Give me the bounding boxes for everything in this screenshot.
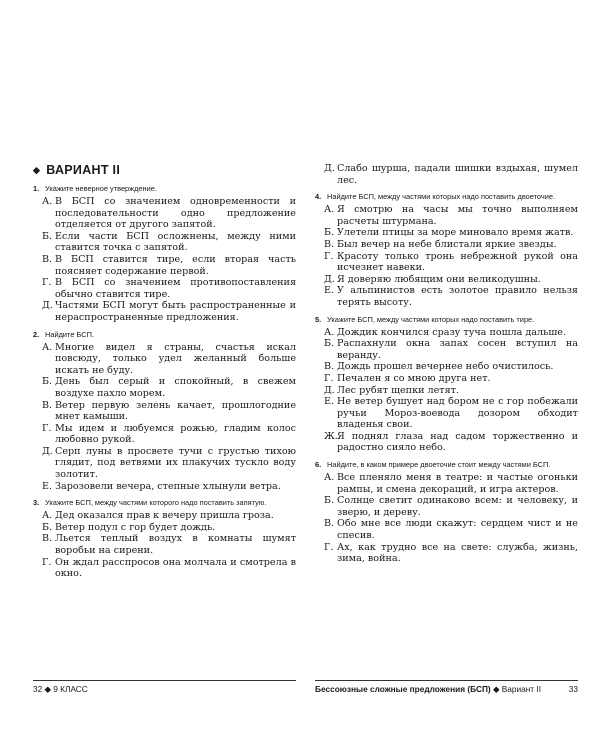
answer-option <box>315 385 578 397</box>
answer-option <box>33 254 296 277</box>
answer-option <box>315 274 578 286</box>
option-text: Распахнули окна запах сосен вступил на веранду. <box>337 338 578 361</box>
option-letter: Г. <box>324 372 334 384</box>
variant-title: ◆ ВАРИАНТ II <box>33 163 121 177</box>
option-text: Дождь прошел вечернее небо очистилось. <box>337 361 554 373</box>
question-number: 4. <box>315 192 322 202</box>
question-header <box>315 192 578 202</box>
diamond-icon: ◆ <box>44 684 51 694</box>
question-header <box>315 315 578 325</box>
option-text: День был серый и спокойный, в свежем воздухе пахло морем. <box>55 376 296 399</box>
option-letter: В. <box>42 253 53 265</box>
answer-option <box>33 533 296 556</box>
answer-option <box>315 327 578 339</box>
question-prompt: Укажите неверное утверждение. <box>45 184 157 193</box>
question-4 <box>315 192 578 308</box>
option-text: Ветер первую зелень качает, прошлогодние мнет камыши. <box>55 399 296 423</box>
answer-option <box>315 163 578 186</box>
answer-option <box>315 518 578 541</box>
option-text: Зарозовели вечера, степные хлынули ветра. <box>55 480 281 492</box>
answer-option <box>33 342 296 377</box>
option-text: Льется теплый воздух в комнаты шумят воробьи на сирени. <box>55 533 296 557</box>
option-letter: Е. <box>324 396 335 408</box>
answer-option <box>33 277 296 300</box>
option-letter: А. <box>42 510 53 522</box>
option-text: Был вечер на небе блистали яркие звезды. <box>337 238 557 250</box>
answer-option <box>33 376 296 399</box>
option-letter: В. <box>324 238 335 250</box>
question-prompt: Найдите БСП. <box>45 329 94 339</box>
question-header <box>33 330 296 340</box>
option-letter: Д. <box>324 273 335 285</box>
left-page <box>33 163 296 586</box>
option-text: Солнце светит одинаково всем: и человеку, и зверю, и дереву. <box>337 495 578 518</box>
question-header <box>315 460 578 470</box>
option-text: Дождик кончился сразу туча пошла дальше. <box>337 326 566 338</box>
option-text: В БСП со значением противопоставления обычно ставится тире. <box>55 277 296 300</box>
option-text: Печален я со мною друга нет. <box>337 372 491 384</box>
diamond-icon: ◆ <box>33 165 41 175</box>
diamond-icon: ◆ <box>493 684 500 694</box>
answer-option <box>315 227 578 239</box>
answer-option <box>315 431 578 454</box>
answer-option <box>315 373 578 385</box>
option-letter: В. <box>324 361 335 373</box>
option-text: В БСП со значением одновременности и последовательности одно предложение отделяется от другого запятой. <box>55 196 296 231</box>
option-letter: А. <box>324 204 335 216</box>
question-number: 3. <box>33 498 40 508</box>
option-text: Обо мне все люди скажут: сердцем чист и не спесив. <box>337 518 578 542</box>
option-text: Слабо шурша, падали шишки вздыхая, шумел лес. <box>337 163 578 186</box>
question-prompt: Укажите БСП, между частями которых надо поставить тире. <box>327 314 535 324</box>
option-letter: Г. <box>42 422 52 434</box>
question-3-continuation <box>315 163 578 186</box>
option-letter: В. <box>42 533 53 545</box>
option-letter: Б. <box>324 338 335 350</box>
answer-option <box>33 481 296 493</box>
answer-option <box>33 446 296 481</box>
footer-title: Бессоюзные сложные предложения (БСП) <box>315 684 491 694</box>
option-letter: А. <box>42 196 53 207</box>
option-letter: Е. <box>324 285 335 297</box>
option-letter: Б. <box>42 230 53 242</box>
option-text: Я доверяю любящим они великодушны. <box>337 273 541 285</box>
answer-option <box>33 510 296 522</box>
question-prompt: Найдите, в каком примере двоеточие стоит между частями БСП. <box>327 460 551 470</box>
answer-option <box>33 522 296 534</box>
option-text: Если части БСП осложнены, между ними ставится точка с запятой. <box>55 230 296 254</box>
option-letter: Г. <box>324 250 334 262</box>
answer-option <box>315 251 578 274</box>
option-letter: А. <box>324 326 335 338</box>
question-number: 6. <box>315 460 322 470</box>
option-letter: Д. <box>42 445 53 457</box>
answer-option <box>315 239 578 251</box>
option-letter: Д. <box>324 163 335 174</box>
question-header <box>33 184 296 194</box>
answer-option <box>315 361 578 373</box>
answer-option <box>33 231 296 254</box>
answer-option <box>33 557 296 580</box>
answer-option <box>33 423 296 446</box>
page-number: 32 <box>33 684 43 694</box>
question-3 <box>33 498 296 580</box>
option-letter: Б. <box>42 521 53 533</box>
question-5 <box>315 315 578 455</box>
option-text: У альпинистов есть золотое правило нельзя терять высоту. <box>337 285 578 308</box>
option-letter: Г. <box>324 541 334 553</box>
answer-option <box>33 196 296 231</box>
option-text: Серп луны в просвете тучи с грустью тихою глядит, под ветвями их плакучих тускло воду золотит. <box>55 445 296 481</box>
answer-option <box>315 542 578 565</box>
answer-option <box>33 300 296 323</box>
option-text: Все пленяло меня в театре: и частые огоньки рампы, и смена декораций, и игра актеров. <box>337 472 578 495</box>
option-text: Красоту только тронь небрежной рукой она исчезнет навеки. <box>337 250 578 274</box>
answer-option <box>315 204 578 227</box>
question-6 <box>315 460 578 565</box>
option-letter: Б. <box>324 495 335 507</box>
option-text: В БСП ставится тире, если вторая часть поясняет содержание первой. <box>55 253 296 277</box>
footer-variant: Вариант II <box>501 684 542 694</box>
option-text: Я смотрю на часы мы точно выполняем расчеты штурмана. <box>337 204 578 227</box>
answer-option <box>315 285 578 308</box>
option-text: Я поднял глаза над садом торжественно и радостно сияло небо. <box>337 430 578 454</box>
question-2 <box>33 330 296 493</box>
option-text: Ах, как трудно все на свете: служба, жизнь, зима, война. <box>337 541 578 565</box>
option-text: Он ждал расспросов она молчала и смотрела в окно. <box>55 556 296 580</box>
question-number: 2. <box>33 329 40 339</box>
question-number: 1. <box>33 184 40 193</box>
option-letter: Д. <box>42 300 53 312</box>
option-text: Ветер подул с гор будет дождь. <box>55 521 216 533</box>
option-letter: Е. <box>42 480 53 492</box>
option-text: Дед оказался прав к вечеру пришла гроза. <box>55 510 274 522</box>
right-page <box>315 163 578 571</box>
option-text: Улетели птицы за море миновало время жатв. <box>337 227 574 239</box>
question-1 <box>33 184 296 324</box>
right-page-footer <box>315 680 578 694</box>
question-prompt: Укажите БСП, между частями которого надо поставить запятую. <box>45 498 267 508</box>
option-text: Многие видел я страны, счастья искал повсюду, только удел желанный больше искать не буду. <box>55 341 296 376</box>
option-text: Мы идем и любуемся рожью, гладим колос любовно рукой. <box>55 422 296 446</box>
option-letter: Б. <box>42 376 53 388</box>
left-page-footer <box>33 680 296 694</box>
answer-option <box>315 495 578 518</box>
option-letter: В. <box>324 518 335 530</box>
option-text: Не ветер бушует над бором не с гор побежали ручьи Мороз-воевода дозором обходит владенья свои. <box>337 396 578 431</box>
option-letter: Б. <box>324 227 335 239</box>
option-text: Частями БСП могут быть распространенные и нераспространенные предложения. <box>55 300 296 323</box>
question-header <box>33 498 296 508</box>
page-number: 33 <box>568 684 578 694</box>
answer-option <box>33 400 296 423</box>
footer-running-head <box>315 684 541 694</box>
question-number: 5. <box>315 314 322 324</box>
option-letter: Г. <box>42 556 52 568</box>
answer-option <box>315 472 578 495</box>
answer-option <box>315 338 578 361</box>
option-letter: А. <box>42 341 53 353</box>
answer-option <box>315 396 578 431</box>
question-prompt: Найдите БСП, между частями которых надо поставить двоеточие. <box>327 192 556 202</box>
option-letter: В. <box>42 399 53 411</box>
option-letter: А. <box>324 472 335 484</box>
option-letter: Ж. <box>324 430 338 442</box>
option-letter: Д. <box>324 384 335 396</box>
footer-label: 9 КЛАСС <box>53 684 88 694</box>
option-text: Лес рубят щепки летят. <box>337 384 459 396</box>
option-letter: Г. <box>42 277 52 289</box>
